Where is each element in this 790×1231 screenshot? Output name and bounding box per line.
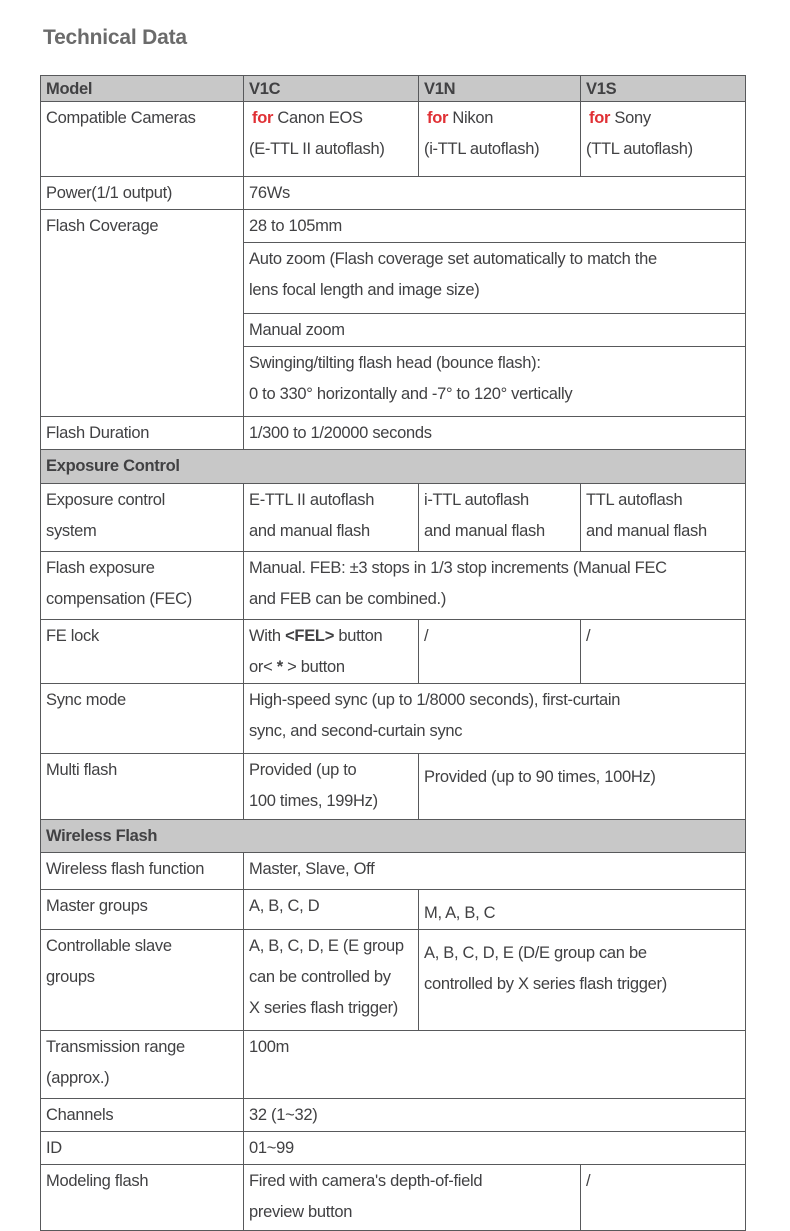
compatible-v1n-cell — [419, 102, 581, 177]
power-label: Power(1/1 output) — [41, 177, 244, 210]
flash-duration-label: Flash Duration — [41, 417, 244, 450]
fe-lock-line1: With <FEL> button — [249, 627, 383, 645]
transmission-value: 100m — [244, 1031, 746, 1099]
slave-groups-label — [41, 930, 244, 1031]
flash-coverage-manualzoom: Manual zoom — [244, 314, 746, 347]
fec-label — [41, 552, 244, 620]
bounce-line1: Swinging/tilting flash head (bounce flash): — [249, 354, 541, 372]
bounce-line2: 0 to 330° horizontally and -7° to 120° vertically — [249, 385, 573, 403]
value-line: and manual flash — [249, 522, 370, 540]
page-title: Technical Data — [43, 26, 187, 49]
row-flash-coverage-range — [41, 210, 746, 243]
multi-flash-label: Multi flash — [41, 754, 244, 820]
fec-value — [244, 552, 746, 620]
technical-data-table — [40, 75, 746, 1231]
camera-brand: Nikon — [452, 109, 494, 127]
value-line: controlled by X series flash trigger) — [424, 975, 667, 993]
sync-mode-label: Sync mode — [41, 684, 244, 754]
row-channels — [41, 1099, 746, 1132]
value-line: E-TTL II autoflash — [249, 491, 375, 509]
label-line: (approx.) — [46, 1069, 110, 1087]
row-power — [41, 177, 746, 210]
camera-brand: Canon EOS — [277, 109, 363, 127]
value-line: A, B, C, D, E (E group — [249, 937, 404, 955]
autozoom-line2: lens focal length and image size) — [249, 281, 480, 299]
value-line: X series flash trigger) — [249, 999, 398, 1017]
row-fec — [41, 552, 746, 620]
sync-mode-value — [244, 684, 746, 754]
header-v1n: V1N — [419, 76, 581, 102]
compatible-v1c-line2: (E-TTL II autoflash) — [249, 140, 385, 158]
value-line: and manual flash — [586, 522, 707, 540]
for-badge: for — [252, 109, 274, 127]
row-master-groups — [41, 890, 746, 930]
slave-groups-v1n-v1s — [419, 930, 746, 1031]
compatible-v1s-line1 — [586, 103, 740, 134]
camera-brand: Sony — [614, 109, 651, 127]
compatible-v1n-line2: (i-TTL autoflash) — [424, 140, 540, 158]
header-model: Model — [41, 76, 244, 102]
modeling-flash-v1s: / — [581, 1165, 746, 1231]
value-line: and FEB can be combined.) — [249, 590, 447, 608]
value-line: Manual. FEB: ±3 stops in 1/3 stop increments (Manual FEC — [249, 559, 667, 577]
fe-lock-v1c — [244, 620, 419, 684]
section-title-wireless-flash: Wireless Flash — [41, 820, 746, 853]
table-header-row — [41, 76, 746, 102]
row-fe-lock — [41, 620, 746, 684]
power-value: 76Ws — [244, 177, 746, 210]
slave-groups-v1c — [244, 930, 419, 1031]
flash-coverage-label: Flash Coverage — [41, 210, 244, 417]
value-line: can be controlled by — [249, 968, 391, 986]
compatible-v1n-line1 — [424, 103, 575, 134]
wireless-function-value: Master, Slave, Off — [244, 853, 746, 890]
row-wireless-function — [41, 853, 746, 890]
compatible-v1c-line1 — [249, 103, 413, 134]
wireless-function-label: Wireless flash function — [41, 853, 244, 890]
section-header-wireless-flash — [41, 820, 746, 853]
label-line: Transmission range — [46, 1038, 185, 1056]
modeling-flash-label: Modeling flash — [41, 1165, 244, 1231]
exposure-system-v1s — [581, 484, 746, 552]
row-transmission-range — [41, 1031, 746, 1099]
row-multi-flash — [41, 754, 746, 820]
master-groups-v1c: A, B, C, D — [244, 890, 419, 930]
value-line: A, B, C, D, E (D/E group can be — [424, 944, 647, 962]
row-id — [41, 1132, 746, 1165]
value-line: TTL autoflash — [586, 491, 683, 509]
header-v1c: V1C — [244, 76, 419, 102]
row-flash-duration — [41, 417, 746, 450]
label-line: compensation (FEC) — [46, 590, 192, 608]
value-line: i-TTL autoflash — [424, 491, 529, 509]
multi-flash-v1n-v1s: Provided (up to 90 times, 100Hz) — [419, 754, 746, 820]
fe-lock-label: FE lock — [41, 620, 244, 684]
compatible-v1c-cell — [244, 102, 419, 177]
value-line: 100 times, 199Hz) — [249, 792, 378, 810]
master-groups-label: Master groups — [41, 890, 244, 930]
value-line: sync, and second-curtain sync — [249, 722, 463, 740]
value-line: High-speed sync (up to 1/8000 seconds), first-curtain — [249, 691, 621, 709]
label-line: groups — [46, 968, 95, 986]
section-title-exposure-control: Exposure Control — [41, 450, 746, 484]
row-exposure-control-system — [41, 484, 746, 552]
header-v1s: V1S — [581, 76, 746, 102]
value-line: Fired with camera's depth-of-field — [249, 1172, 483, 1190]
compatible-v1s-line2: (TTL autoflash) — [586, 140, 693, 158]
channels-label: Channels — [41, 1099, 244, 1132]
compatible-v1s-cell — [581, 102, 746, 177]
label-line: Exposure control — [46, 491, 166, 509]
fe-lock-v1n: / — [419, 620, 581, 684]
for-badge: for — [427, 109, 449, 127]
autozoom-line1: Auto zoom (Flash coverage set automatically to match the — [249, 250, 657, 268]
value-line: preview button — [249, 1203, 353, 1221]
row-compatible-cameras — [41, 102, 746, 177]
for-badge: for — [589, 109, 611, 127]
flash-coverage-range: 28 to 105mm — [244, 210, 746, 243]
label-line: Controllable slave — [46, 937, 172, 955]
exposure-system-v1c — [244, 484, 419, 552]
section-header-exposure-control — [41, 450, 746, 484]
fe-lock-line2: or< * > button — [249, 658, 345, 676]
fe-lock-v1s: / — [581, 620, 746, 684]
transmission-label — [41, 1031, 244, 1099]
row-sync-mode — [41, 684, 746, 754]
exposure-system-label — [41, 484, 244, 552]
row-slave-groups — [41, 930, 746, 1031]
label-line: Flash exposure — [46, 559, 155, 577]
label-line: system — [46, 522, 97, 540]
value-line: Provided (up to — [249, 761, 357, 779]
compatible-cameras-label: Compatible Cameras — [41, 102, 244, 177]
value-line: and manual flash — [424, 522, 545, 540]
flash-coverage-autozoom — [244, 243, 746, 314]
multi-flash-v1c — [244, 754, 419, 820]
id-value: 01~99 — [244, 1132, 746, 1165]
id-label: ID — [41, 1132, 244, 1165]
channels-value: 32 (1~32) — [244, 1099, 746, 1132]
flash-duration-value: 1/300 to 1/20000 seconds — [244, 417, 746, 450]
exposure-system-v1n — [419, 484, 581, 552]
flash-coverage-bounce — [244, 347, 746, 417]
master-groups-v1n-v1s: M, A, B, C — [419, 890, 746, 930]
